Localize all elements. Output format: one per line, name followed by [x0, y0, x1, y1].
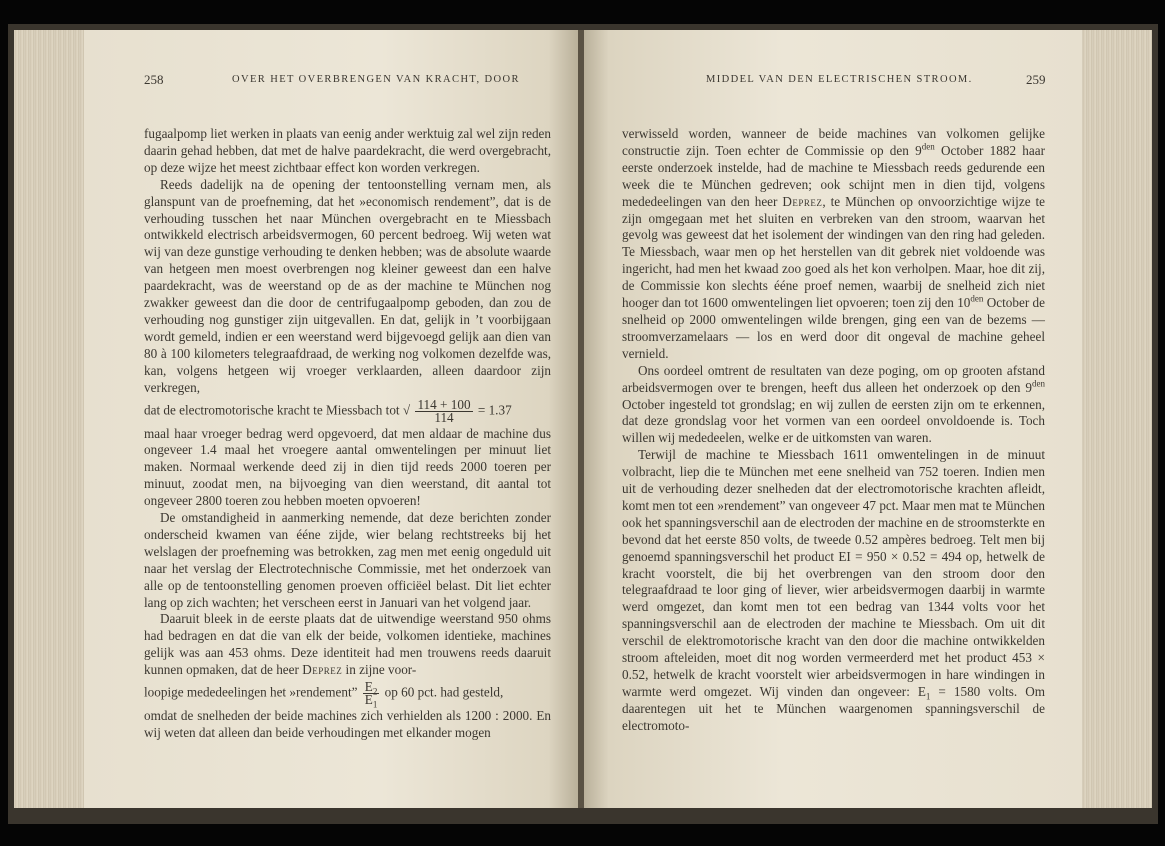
ordinal-sup-1: den [921, 141, 935, 152]
rendement-prefix: loopige mededeelingen het »rendement” [144, 684, 358, 700]
e1-subscript-right: 1 [925, 691, 931, 702]
right-page-number: 259 [1026, 72, 1046, 87]
rendement-line [144, 679, 551, 710]
formula-numerator: 114 + 100 [417, 396, 471, 412]
formula-result: = 1.37 [477, 402, 512, 418]
ordinal-sup-2: den [970, 293, 984, 304]
left-paragraph-5-text: Daaruit bleek in de eerste plaats dat de uitwendige weerstand 950 ohms had bedragen en dat die van elk der beide, volkomen identieke, machines gelijk was aan 453 ohms. Deze identiteit had men trouwens reeds daaruit kunnen opmaken, dat de heer [144, 611, 551, 678]
ordinal-sup-3: den [1032, 378, 1045, 389]
e1-subscript: 1 [372, 699, 378, 710]
author-name-deprez: Deprez [302, 662, 343, 678]
left-paragraph-5 [144, 611, 551, 679]
right-running-head: MIDDEL VAN DEN ELECTRISCHEN STROOM. [706, 74, 973, 85]
right-paragraph-3 [622, 447, 1045, 734]
formula-fraction [415, 396, 472, 425]
formula-line [144, 396, 551, 425]
rendement-suffix: op 60 pct. had gesteld, [384, 684, 504, 700]
right-p3-part-a: Terwijl de machine te Miessbach 1611 omwentelingen in de minuut volbracht, liep die te München met eene snelheid van 752 toeren. Indien men uit de verhouding dezer snelheden dat der electromotorische krachten afleidt, komt men tot een »rendement” van ongeveer 47 pct. Maar men mat te München ook het spanningsverschil aan de electroden der machine en de stroomsterkte en bevond dat het eerste 850 volts, de tweede 0.52 ampères bedroeg. Telt men bij genoemd spanningsverschil het product EI = 950 × 0.52 = 494 op, hetwelk de kracht voorstelt, die bij het overbrengen van den stroom door den telegraafdraad te loor ging of liever, wier arbeidsvermogen daarbij in warmte werd omgezet, dan komt men tot een bedrag van 1344 volts voor het spanningsverschil aan de electroden der machine te Miessbach. Om uit dit verschil de elektromotorische kracht van den door die machine ontwikkelden stroom afteleiden, moet dit nog worden vermeerderd met het product 453 × 0.52, hetwelk de kracht voorstelt wier arbeidsvermogen in hare windingen in warmte werd omgezet. Wij vinden dan ongeveer: E [622, 447, 1045, 699]
right-p1-part-c: , te München op onvoorzichtige wijze te zijn omgegaan met het sluiten en verbreken van den stroom, waarvan het gevolg was geweest dat het isolement der windingen van den ring had geleden. Te Miessbach, waar men op het herstellen van dit gebrek niet voldoende was ingericht, had men het kwaad zoo goed als het kon verholpen. Maar, hoe dit zij, de Commissie kon slechts ééne proef nemen, waarbij de snelheid zich niet hooger dan tot 1600 omwentelingen liet opvoeren; toen zij den 10 [622, 193, 1046, 311]
formula-prefix: dat de electromotorische kracht te Miessbach tot [144, 402, 400, 418]
left-paragraph-1: fugaalpomp liet werken in plaats van eenig ander werktuig zal wel zijn reden daarin gehad hebben, dat met de halve paardekracht, die werd overgebracht, op deze wijze het meest zichtbaar effect kon worden verkregen. [144, 126, 551, 175]
radical-sign: √ [402, 402, 411, 418]
left-page-edges [14, 30, 84, 808]
left-paragraph-2: Reeds dadelijk na de opening der tentoonstelling vernam men, als glanspunt van de proefneming, dat het »economisch rendement”, dat is de verhouding tusschen het naar München overgebracht en te Miessbach ontwikkeld electrisch arbeidsvermogen, 60 percent bedroeg. Wij weten wat wij van deze gunstige verhouding te denken hebben; was de absolute waarde van hetgeen men moest overbrengen nog kleiner geweest dan een halve paardekracht, was de weerstand op de as der machine te München nog zwakker geweest dan die door de centrifugaalpomp geboden, dan zou de verhouding nog gunstiger zijn uitgevallen. En dat, gelijk in ’t voorbijgaan wordt gemeld, indien er een weerstand werd bijgevoegd gelijk aan dien van 80 à 100 kilometers telegraafdraad, de werking nog volkomen dezelfde was, kan, volgens hetgeen wij vroeger verklaarden, alleen daardoor zijn verkregen, [144, 176, 551, 395]
right-paragraph-2 [622, 363, 1045, 448]
left-closing-paragraph: omdat de snelheden der beide machines zich verhielden als 1200 : 2000. En wij weten dat alleen dan beide verhoudingen met elkander mogen [144, 708, 551, 740]
e-ratio-fraction [363, 679, 380, 710]
deprez-after: in zijne voor- [345, 662, 417, 678]
right-p3-part-b: = 1580 volts. Om daarentegen uit het te München waargenomen spanningsverschil de electromoto- [622, 683, 1045, 733]
e-ratio-denominator [363, 692, 380, 710]
right-paragraph-1 [622, 126, 1045, 363]
left-paragraph-4: De omstandigheid in aanmerking nemende, dat deze berichten zonder onderscheid kwamen van ééne zijde, wier belang rechtstreeks bij het welslagen der proefneming was betrokken, zag men met eenig ongeduld uit naar het verslag der Electrotechnische Commissie, met het onderzoek van alle op de tentoonstelling genomen proeven officiëel belast. Dit liet echter lang op zich wachten; het verscheen eerst in Januari van het volgend jaar. [144, 510, 551, 610]
left-paragraph-3: maal haar vroeger bedrag werd opgevoerd, dat men aldaar de machine dus ongeveer 1.4 maal het vroegere aantal omwentelingen per minuut liet maken. Normaal werkende deed zij in dien tijd reeds 2000 toeren per minuut, zoodat men, na bijvoeging van dien weerstand, dit aantal tot ongeveer 2800 toeren zou hebben moeten opvoeren! [144, 425, 551, 509]
right-p2-part-a: Ons oordeel omtrent de resultaten van deze poging, om op grooten afstand arbeidsvermogen over te brengen, heeft dus alleen het onderzoek op den 9 [622, 362, 1045, 395]
right-p1-part-b: October 1882 haar eerste onderzoek instelde, had de machine te Miessbach reeds gedurende een week die te München gedreven; ook schijnt men in dien tijd, volgens mededeelingen van den heer [622, 142, 1045, 209]
right-p1-part-d: October de snelheid op 2000 omwentelingen wilde brengen, ging een van de bezems — stroomverzamelaars — los en werd door dit ongeval de machine geheel vernield. [622, 295, 1045, 361]
left-page-number: 258 [144, 72, 164, 87]
e2-subscript: 2 [372, 686, 378, 697]
right-page-body [622, 126, 1045, 735]
right-page-edges [1082, 30, 1152, 808]
right-p1-part-a: verwisseld worden, wanneer de beide machines van volkomen gelijke constructie zijn. Toen echter de Commissie op den 9 [622, 126, 1045, 158]
e2-symbol: E [364, 679, 373, 695]
right-page [584, 30, 1082, 808]
e1-symbol: E [364, 692, 373, 708]
right-p2-part-b: October ingesteld tot grondslag; en wij zullen de eersten zijn om te erkennen, dat deze grondslag voor het vormen van een oordeel onvoldoende is. Toch willen wij mededeelen, welke er de uitkomsten van waren. [622, 396, 1045, 446]
left-page [84, 30, 578, 808]
left-page-body [144, 126, 551, 742]
formula-denominator: 114 [434, 409, 454, 425]
left-running-head: OVER HET OVERBRENGEN VAN KRACHT, DOOR [232, 74, 520, 85]
right-author-name-deprez: Deprez [782, 193, 823, 209]
